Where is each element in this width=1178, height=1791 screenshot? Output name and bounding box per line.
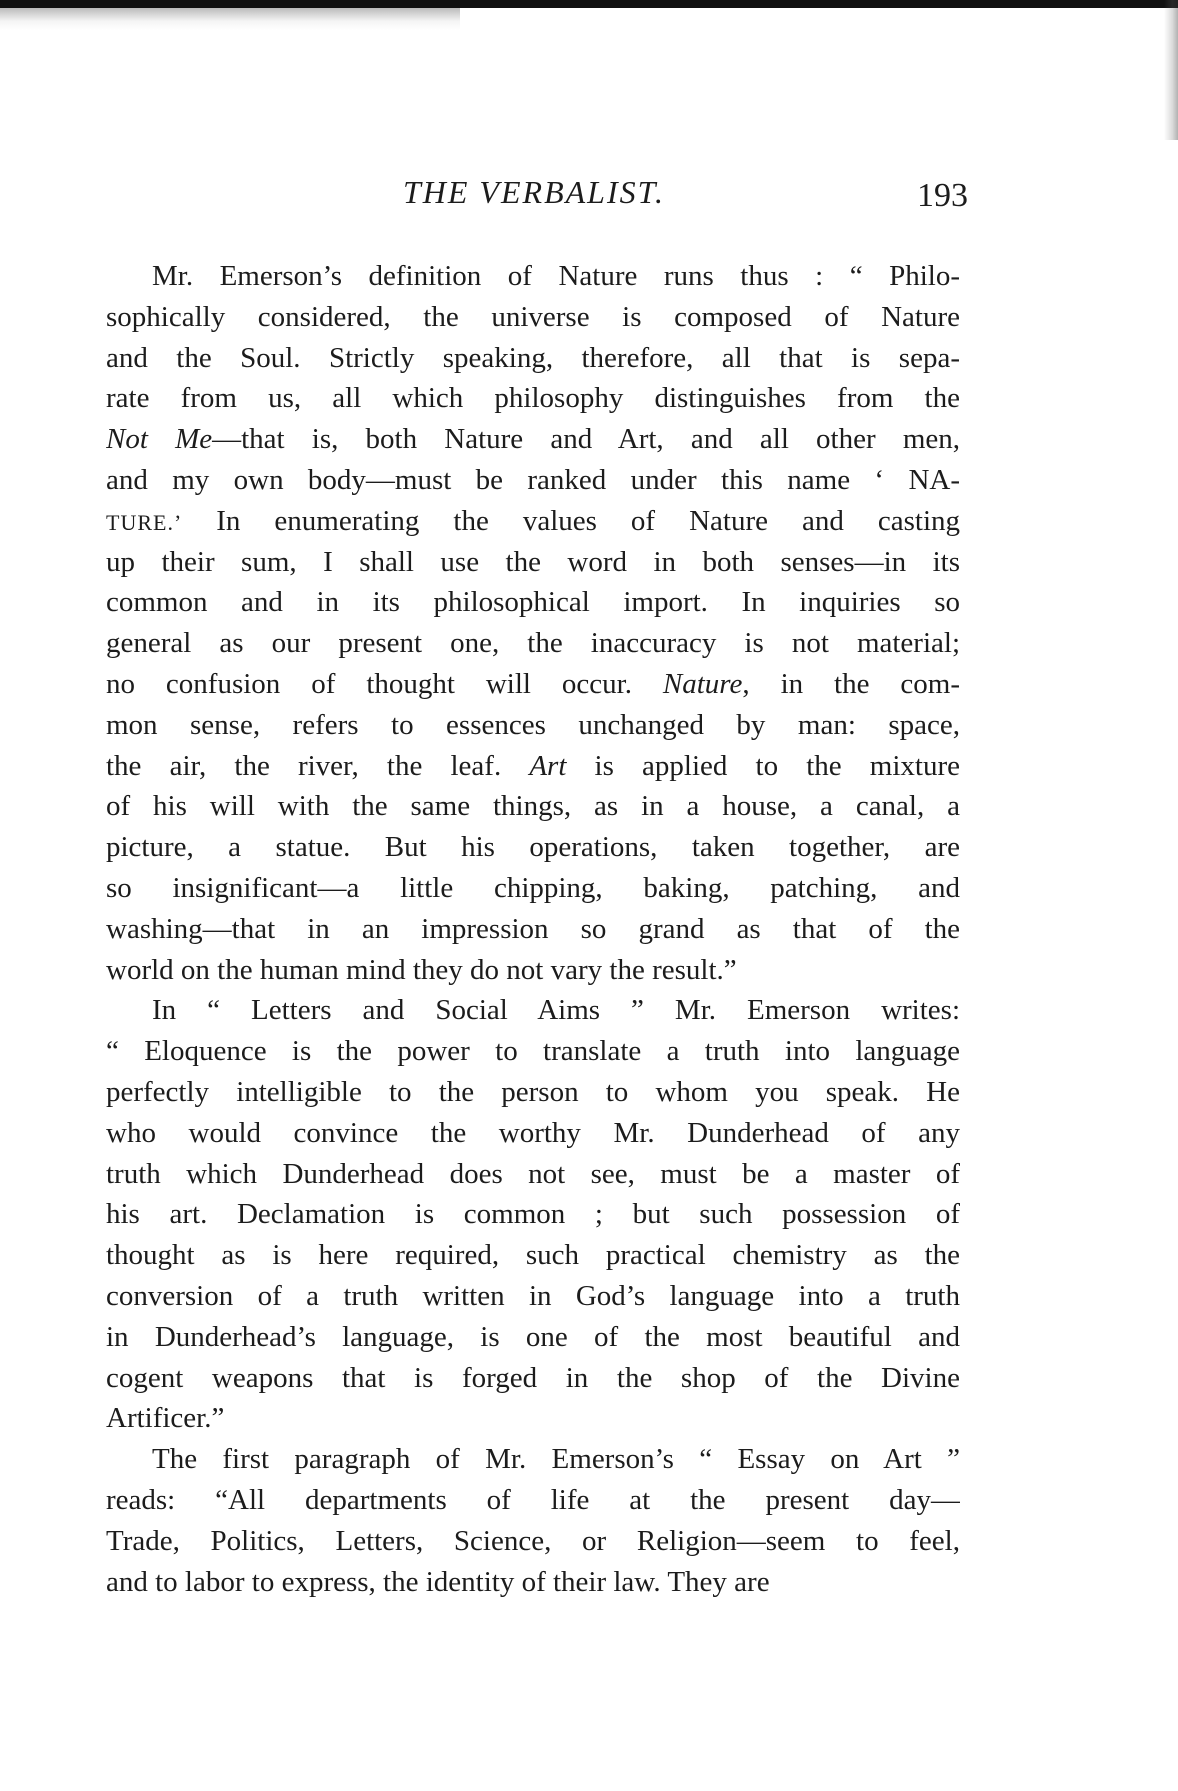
text-segment: conversion of a truth written in God’s language into a truth (106, 1279, 960, 1312)
text-line (106, 1562, 960, 1603)
paragraph (106, 990, 960, 1439)
text-segment: in Dunderhead’s language, is one of the most beautiful and (106, 1320, 960, 1353)
text-segment: perfectly intelligible to the person to whom you speak. He (106, 1075, 960, 1108)
scan-speckle (0, 8, 460, 30)
text-segment: who would convince the worthy Mr. Dunderhead of any (106, 1116, 960, 1149)
text-segment: so insignificant—a little chipping, baking, patching, and (106, 871, 960, 904)
text-segment: and the Soul. Strictly speaking, therefore, all that is sepa- (106, 341, 960, 374)
text-line (106, 460, 960, 501)
text-segment: reads: “All departments of life at the present day— (106, 1483, 960, 1516)
text-segment: sophically considered, the universe is composed of Nature (106, 300, 960, 333)
running-head (108, 172, 968, 222)
text-line (106, 1031, 960, 1072)
text-segment: Artificer.” (106, 1402, 225, 1435)
body-text (106, 256, 960, 1602)
text-segment: of his will with the same things, as in a house, a canal, a (106, 790, 960, 823)
text-segment: Mr. Emerson’s definition of Nature runs thus : “ Philo- (152, 260, 960, 292)
text-segment: The first paragraph of Mr. Emerson’s “ Essay on Art ” (152, 1443, 960, 1476)
text-line (106, 950, 960, 991)
text-line (106, 1194, 960, 1235)
text-line (106, 827, 960, 868)
text-line (106, 378, 960, 419)
text-line (106, 705, 960, 746)
text-line (106, 1398, 960, 1439)
text-line (106, 1480, 960, 1521)
text-line (106, 542, 960, 583)
text-line (106, 338, 960, 379)
text-segment: “ Eloquence is the power to translate a truth into language (106, 1035, 960, 1068)
text-segment: Trade, Politics, Letters, Science, or Religion—seem to feel, (106, 1524, 960, 1557)
text-segment: cogent weapons that is forged in the shop of the Divine (106, 1361, 960, 1394)
text-line (106, 1439, 960, 1480)
text-segment: the air, the river, the leaf. (106, 749, 530, 782)
text-line (106, 1235, 960, 1276)
italic-text: Not Me (106, 423, 213, 456)
text-line (106, 256, 960, 297)
paragraph (106, 256, 960, 990)
scan-right-edge (1164, 0, 1178, 140)
text-line (106, 1072, 960, 1113)
text-segment: —that is, both Nature and Art, and all other men, (212, 423, 960, 456)
text-line (106, 1317, 960, 1358)
text-line (106, 501, 960, 542)
text-segment: picture, a statue. But his operations, taken together, are (106, 831, 960, 864)
italic-text: Art (529, 749, 567, 782)
text-segment: truth which Dunderhead does not see, must be a master of (106, 1157, 960, 1190)
running-title: THE VERBALIST. (402, 174, 666, 210)
text-line (106, 786, 960, 827)
text-segment: world on the human mind they do not vary the result.” (106, 953, 737, 986)
text-segment: is applied to the mixture (566, 749, 960, 782)
text-segment: rate from us, all which philosophy distinguishes from the (106, 382, 960, 415)
text-line (106, 297, 960, 338)
text-line (106, 1521, 960, 1562)
text-line (106, 419, 960, 460)
text-line (106, 582, 960, 623)
text-line (106, 1276, 960, 1317)
page-number: 193 (917, 177, 968, 214)
text-segment: In enumerating the values of Nature and casting (182, 504, 960, 537)
text-segment: thought as is here required, such practical chemistry as the (106, 1239, 960, 1272)
text-segment: up their sum, I shall use the word in both senses—in its (106, 545, 960, 578)
text-segment: and my own body—must be ranked under this name ‘ NA- (106, 463, 960, 496)
scan-top-edge (0, 0, 1178, 8)
italic-text: Nature (662, 667, 743, 700)
text-segment: and to labor to express, the identity of their law. They are (106, 1565, 770, 1598)
text-segment: general as our present one, the inaccuracy is not material; (106, 627, 960, 660)
small-caps-text: TURE.’ (106, 509, 183, 535)
paragraph (106, 1439, 960, 1602)
text-segment: his art. Declamation is common ; but such possession of (106, 1198, 960, 1231)
text-line (106, 1358, 960, 1399)
text-segment: In “ Letters and Social Aims ” Mr. Emerson writes: (152, 994, 960, 1027)
text-line (106, 623, 960, 664)
text-line (106, 1154, 960, 1195)
text-segment: , in the com- (742, 667, 960, 700)
text-segment: mon sense, refers to essences unchanged by man: space, (106, 708, 960, 741)
text-line (106, 909, 960, 950)
text-segment: no confusion of thought will occur. (106, 667, 663, 700)
text-line (106, 664, 960, 705)
text-segment: common and in its philosophical import. In inquiries so (106, 586, 960, 619)
text-line (106, 1113, 960, 1154)
text-line (106, 990, 960, 1031)
text-segment: washing—that in an impression so grand as that of the (106, 912, 960, 945)
text-line (106, 868, 960, 909)
text-line (106, 746, 960, 787)
